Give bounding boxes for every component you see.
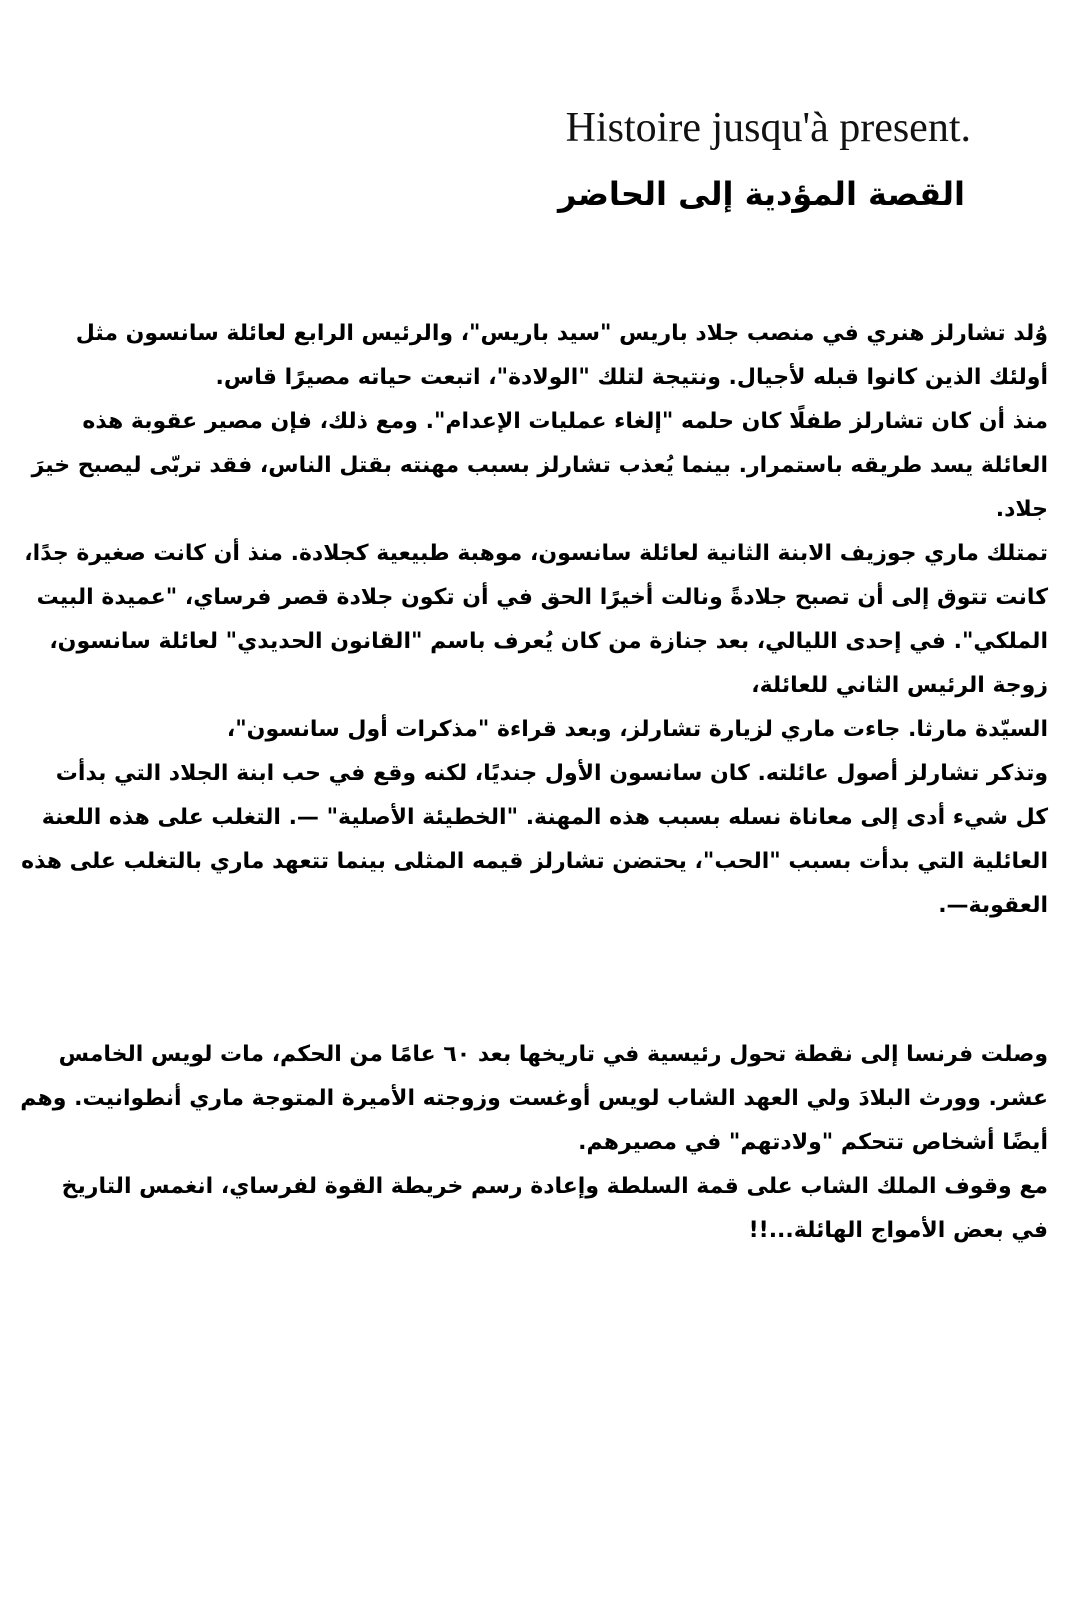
title-english: Histoire jusqu'à present.	[565, 105, 971, 151]
paragraph: وتذكر تشارلز أصول عائلته. كان سانسون الأول جنديًا، لكنه وقع في حب ابنة الجلاد التي بدأت كل شيء أدى إلى معاناة نسله بسبب هذه المهنة. "الخطيئة الأصلية" —. التغلب على هذه اللعنة العائلية التي بدأت بسبب "الحب"، يحتضن تشارلز قيمه المثلى بينما تتعهد ماري بالتغلب على هذه العقوبة—.	[21, 761, 1048, 918]
paragraph: وصلت فرنسا إلى نقطة تحول رئيسية في تاريخها بعد ٦٠ عامًا من الحكم، مات لويس الخامس عشر. وورث البلادَ ولي العهد الشاب لويس أوغست وزوجته الأميرة المتوجة ماري أنطوانيت. وهم أيضًا أشخاص تتحكم "ولادتهم" في مصيرهم.	[20, 1042, 1048, 1155]
story-section-1	[20, 312, 1048, 928]
paragraph: منذ أن كان تشارلز طفلًا كان حلمه "إلغاء عمليات الإعدام". ومع ذلك، فإن مصير عقوبة هذه العائلة يسد طريقه باستمرار. بينما يُعذب تشارلز بسبب مهنته بقتل الناس، فقد تربّى ليصبح خيرَ جلاد.	[31, 409, 1048, 522]
story-section-2	[20, 1033, 1048, 1253]
paragraph: وُلد تشارلز هنري في منصب جلاد باريس "سيد باريس"، والرئيس الرابع لعائلة سانسون مثل أولئك الذين كانوا قبله لأجيال. ونتيجة لتلك "الولادة"، اتبعت حياته مصيرًا قاس.	[75, 321, 1048, 390]
paragraph: تمتلك ماري جوزيف الابنة الثانية لعائلة سانسون، موهبة طبيعية كجلادة. منذ أن كانت صغيرة جدًا، كانت تتوق إلى أن تصبح جلادةً ونالت أخيرًا الحق في أن تكون جلادة قصر فرساي، "عميدة البيت الملكي". في إحدى الليالي، بعد جنازة من كان يُعرف باسم "القانون الحديدي" لعائلة سانسون، زوجة الرئيس الثاني للعائلة،	[24, 541, 1048, 698]
paragraph: مع وقوف الملك الشاب على قمة السلطة وإعادة رسم خريطة القوة لفرساي، انغمس التاريخ في بعض الأمواج الهائلة...!!	[61, 1174, 1048, 1243]
title-arabic: القصة المؤدية إلى الحاضر	[558, 175, 965, 213]
paragraph: السيّدة مارثا. جاءت ماري لزيارة تشارلز، وبعد قراءة "مذكرات أول سانسون"،	[226, 717, 1048, 742]
